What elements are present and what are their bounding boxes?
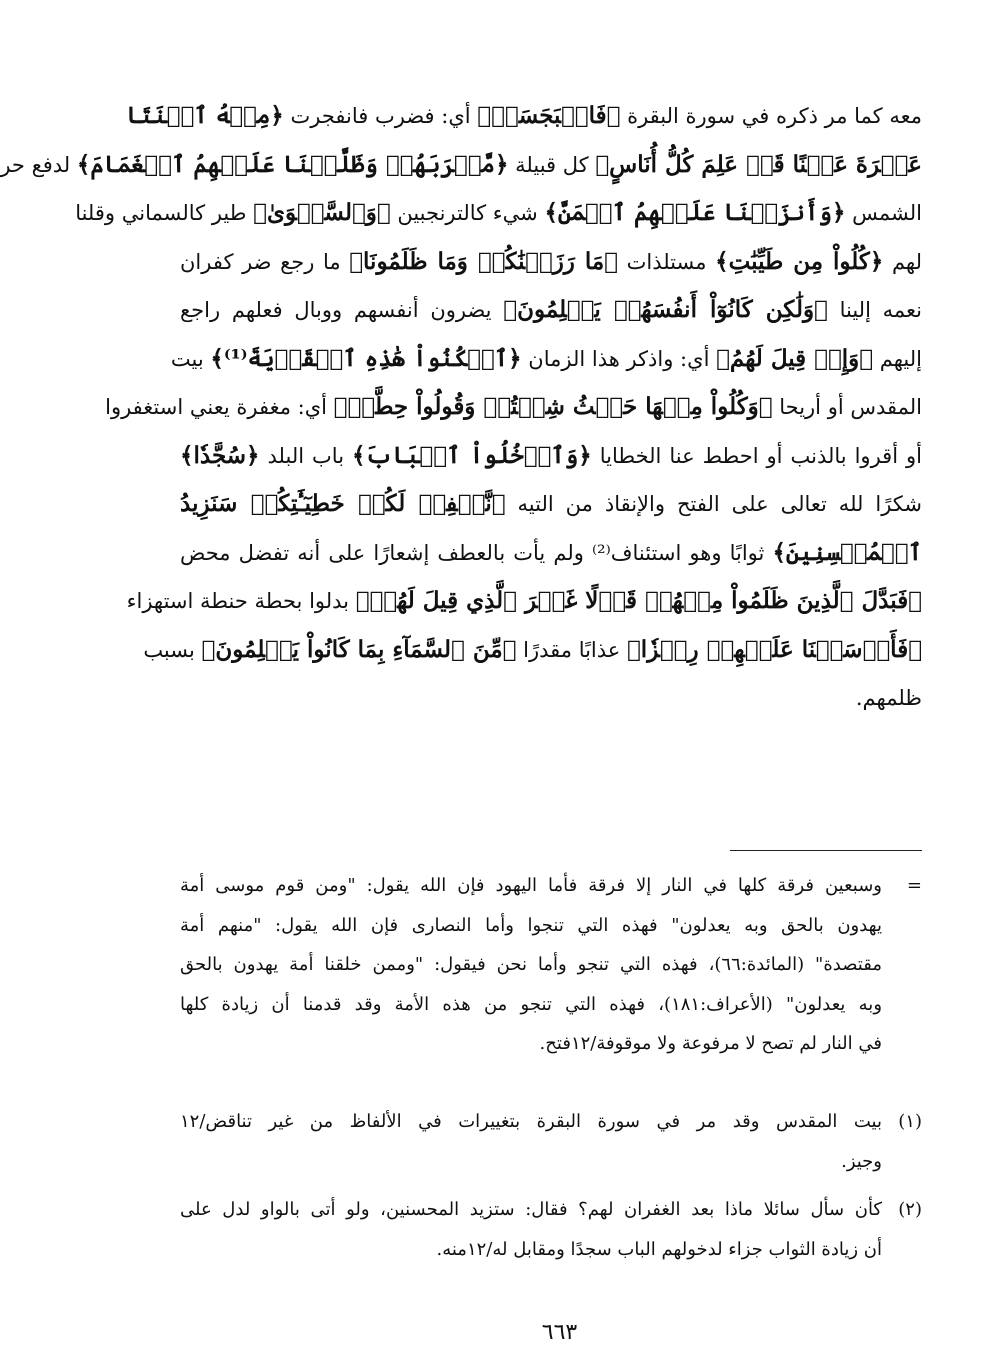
- quran-verse: ﴿وَٱدۡخُلُواْ ٱلۡبَابَ﴾: [352, 441, 592, 469]
- quran-verse: ٱلۡمُحۡسِنِينَ﴾: [772, 538, 922, 566]
- text-line: [75, 189, 922, 238]
- text-line: [180, 480, 922, 529]
- quran-verse: ﴿كُلُواْ مِن طَيِّبَٰتِ﴾: [715, 247, 884, 275]
- footnote-line: يهدون بالحق وبه يعدلون" فهذه التي تنجوا وأما النصارى فإن الله يقول: "منهم أمة: [180, 914, 882, 936]
- footnote-2-number: (٢): [898, 1199, 922, 1220]
- quran-verse: ﴿مَّشۡرَبَهُمۡ وَظَلَّلۡنَا عَلَيۡهِمُ ٱلۡغَمَامَ﴾: [76, 150, 509, 178]
- commentary-text: إليهم: [873, 346, 922, 371]
- commentary-text: بسبب: [143, 637, 202, 662]
- commentary-text: يضرون أنفسهم ووبال فعلهم راجع: [180, 298, 504, 322]
- text-line: [180, 286, 922, 335]
- footnote-line: وبه يعدلون" (الأعراف:١٨١)، فهذه التي تنجو من هذه الأمة وقد قدمنا أن زيادة كلها: [180, 993, 883, 1015]
- page-number: ٦٦٣: [541, 1320, 578, 1345]
- commentary-text: نعمه إلينا: [827, 298, 923, 322]
- footnote-1: [180, 1102, 922, 1181]
- footnote-2: [180, 1190, 922, 1269]
- commentary-text: لدفع حر: [0, 152, 77, 177]
- footnote-continuation: [180, 866, 922, 1064]
- quran-verse: ﴿مِّنَ ٱلسَّمَآءِ بِمَا كَانُواْ يَظۡلِمُونَ﴾: [201, 635, 517, 663]
- quran-verse: عَشۡرَةَ عَيۡنًا قَدۡ عَلِمَ كُلُّ أُنَاسٍ﴾: [595, 150, 922, 178]
- footnote-line: مقتصدة" (المائدة:٦٦)، فهذه التي تنجو وأما نحن فيقول: "وممن خلقنا أمة يهدون بالحق: [180, 954, 882, 975]
- commentary-text: كل قبيلة: [508, 152, 596, 177]
- quran-verse: ﴿سُجَّدٗا﴾: [180, 441, 260, 469]
- continuation-marker: =: [906, 875, 922, 896]
- quran-verse: ﴿مِنۡهُ ٱثۡنَتَا: [126, 102, 284, 129]
- text-line: [105, 383, 922, 432]
- footnote-line: في النار لم تصح لا مرفوعة ولا موقوفة/١٢فتح.: [539, 1033, 882, 1054]
- commentary-text: ظلمهم.: [855, 686, 922, 710]
- footnote-line: وجيز.: [841, 1150, 882, 1172]
- commentary-text: بدلوا بحطة حنطة استهزاء: [126, 589, 356, 613]
- commentary-text: بيت: [170, 346, 211, 371]
- quran-verse: ﴿فَانۢبَجَسَتۡ﴾: [477, 102, 621, 129]
- text-line: [0, 141, 922, 190]
- quran-verse: ﴿نَّغۡفِرۡ لَكُمۡ خَطِيٓـَٰٔتِكُمۡ سَنَزِيدُ: [180, 490, 506, 517]
- commentary-text: الشمس: [845, 201, 922, 225]
- quran-verse: ﴿فَأَرۡسَلۡنَا عَلَيۡهِمۡ رِجۡزٗا﴾: [627, 635, 922, 663]
- commentary-text: لهم: [883, 249, 923, 274]
- text-line: [126, 577, 922, 626]
- footnote-line: وسبعين فرقة كلها في النار إلا فرقة فأما اليهود فإن الله يقول: "ومن قوم موسى أمة: [180, 875, 882, 896]
- commentary-text: مستلذات: [617, 249, 716, 274]
- commentary-text: باب البلد: [259, 443, 353, 468]
- commentary-text: شكرًا لله تعالى على الفتح والإنقاذ من التيه: [505, 492, 922, 516]
- commentary-text: طير كالسماني وقلنا: [75, 201, 254, 225]
- footnote-line: بيت المقدس وقد مر في سورة البقرة بتغييرات في الألفاظ من غير تناقض/١٢: [180, 1111, 882, 1132]
- quran-verse: ﴿وَأَنزَلۡنَا عَلَيۡهِمُ ٱلۡمَنَّ﴾: [544, 199, 846, 226]
- commentary-text: ثوابًا وهو استئناف⁽²⁾ ولم يأت بالعطف إشعارًا على أنه تفضل محض: [180, 540, 773, 565]
- commentary-text: شيء كالترنجبين: [390, 201, 545, 225]
- quran-verse: ﴿وَإِذۡ قِيلَ لَهُمُ﴾: [716, 344, 874, 372]
- commentary-text: أي: واذكر هذا الزمان: [521, 346, 717, 371]
- footnote-1-number: (١): [898, 1111, 922, 1132]
- quran-verse: ﴿وَكُلُواْ مِنۡهَا حَيۡثُ شِئۡتُمۡ وَقُولُواْ حِطَّةٞ﴾: [333, 393, 773, 420]
- commentary-text: أو أقروا بالذنب أو احطط عنا الخطايا: [591, 443, 922, 468]
- quran-verse: ﴿وَٱلسَّلۡوَىٰ﴾: [253, 199, 391, 226]
- commentary-text: أي: مغفرة يعني استغفروا: [105, 395, 334, 419]
- footnote-line: أن زيادة الثواب جزاء لدخولهم الباب سجدًا ومقابل له/١٢منه.: [436, 1238, 882, 1260]
- quran-verse: ﴿ٱسۡكُنُواْ هَٰذِهِ ٱلۡقَرۡيَةَ⁽¹⁾﴾: [210, 344, 522, 372]
- quran-verse: ﴿مَا رَزَقۡنَٰكُمۡ وَمَا ظَلَمُونَا﴾: [349, 247, 618, 275]
- text-line: [126, 92, 922, 141]
- text-line: [170, 335, 922, 384]
- commentary-text: ما رجع ضر كفران: [180, 249, 350, 274]
- text-line: [180, 238, 922, 287]
- main-text: [0, 92, 923, 723]
- footnote-separator: [730, 850, 922, 851]
- commentary-text: معه كما مر ذكره في سورة البقرة: [620, 104, 922, 128]
- text-line: [180, 674, 922, 723]
- text-line: [180, 529, 922, 578]
- commentary-text: أي: فضرب فانفجرت: [283, 104, 478, 128]
- footnote-line: كأن سأل سائلا ماذا بعد الغفران لهم؟ فقال: ستزيد المحسنين، ولو أتى بالواو لدل على: [180, 1199, 882, 1220]
- text-line: [180, 432, 922, 481]
- quran-verse: ﴿وَلَٰكِن كَانُوٓاْ أَنفُسَهُمۡ يَظۡلِمُونَ﴾: [503, 296, 828, 323]
- quran-verse: ﴿فَبَدَّلَ ٱلَّذِينَ ظَلَمُواْ مِنۡهُمۡ قَوۡلًا غَيۡرَ ٱلَّذِي قِيلَ لَهُمۡ﴾: [355, 587, 922, 614]
- text-line: [143, 626, 922, 675]
- commentary-text: عذابًا مقدرًا: [516, 637, 627, 662]
- commentary-text: المقدس أو أريحا: [772, 395, 922, 419]
